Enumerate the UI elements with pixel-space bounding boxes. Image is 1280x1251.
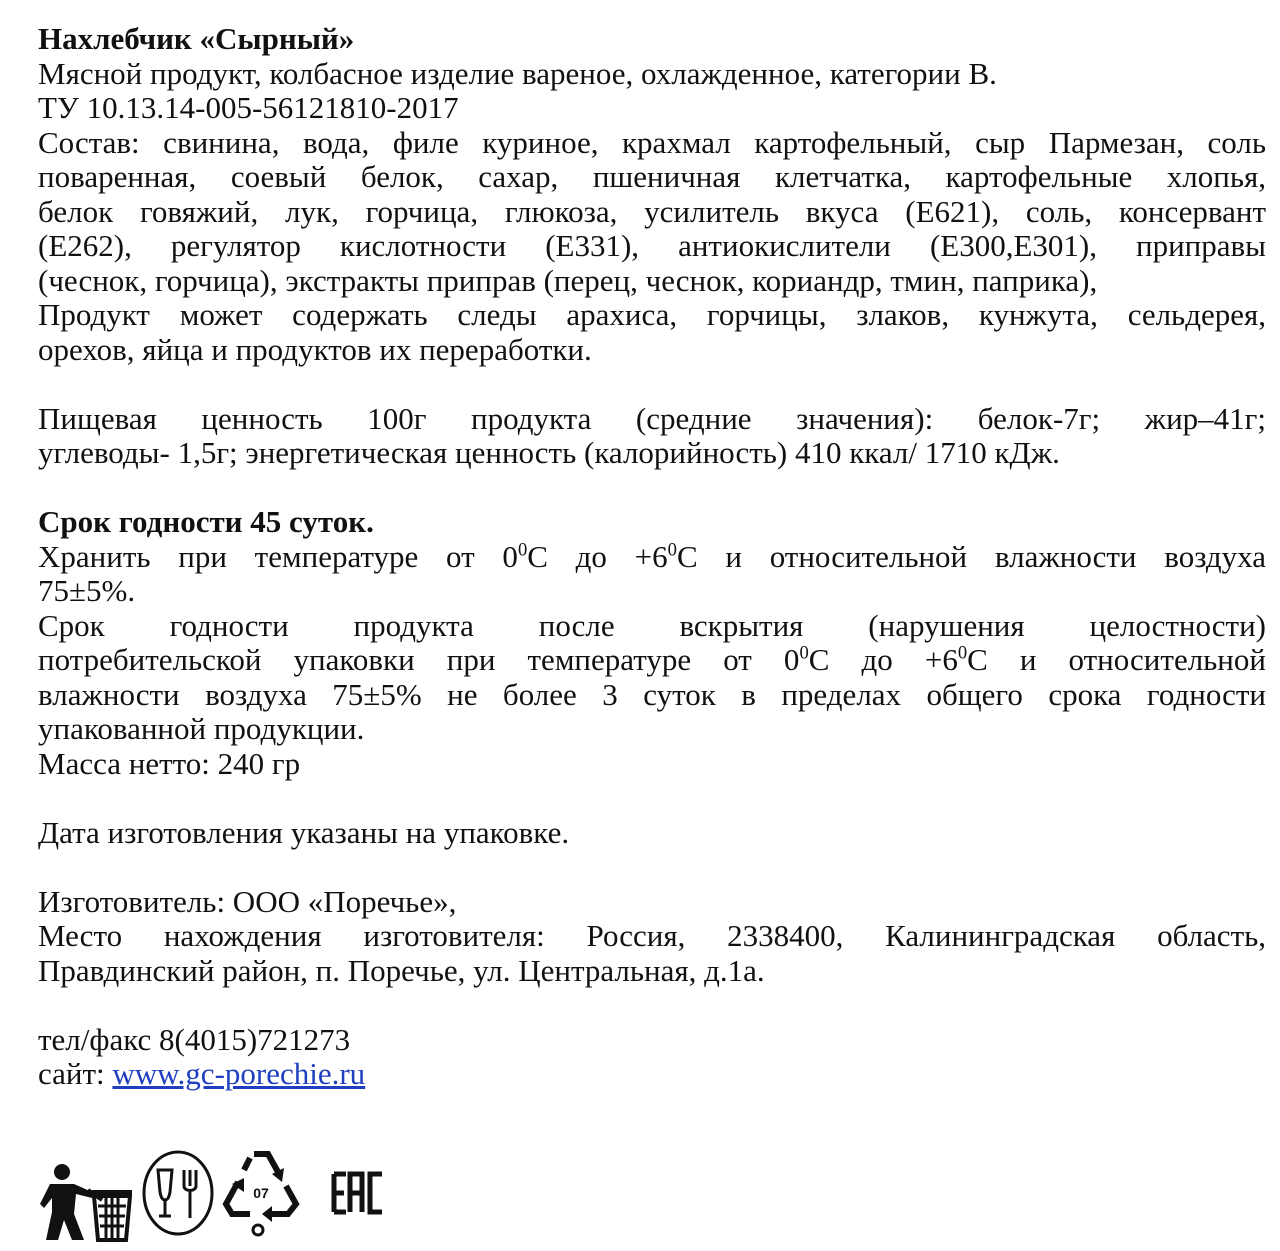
food-safe-icon: [140, 1148, 216, 1238]
manufacturer-block: [38, 885, 1266, 989]
recycling-icon: [222, 1148, 300, 1238]
after-opening-line: Срок годности продукта после вскрытия (нарушения целостности): [38, 607, 1266, 643]
phone-fax: тел/факс 8(4015)721273: [38, 1021, 351, 1057]
website-line: [38, 1057, 1266, 1092]
composition-line: (чеснок, горчица), экстракты приправ (перец, чеснок, кориандр, тмин, паприка),: [38, 262, 1098, 298]
storage-block: [38, 505, 1266, 781]
composition-block: [38, 126, 1266, 368]
after-opening-line: упакованной продукции.: [38, 711, 365, 746]
storage-humidity: 75±5%.: [38, 573, 136, 608]
composition-line: Состав: свинина, вода, филе куриное, крахмал картофельный, сыр Пармезан, соль: [38, 124, 1266, 160]
nutrition-block: [38, 402, 1266, 471]
composition-line: Продукт может содержать следы арахиса, горчицы, злаков, кунжута, сельдерея,: [38, 297, 1266, 332]
product-label: [38, 22, 1266, 1092]
nutrition-line: углеводы- 1,5г; энергетическая ценность (калорийность) 410 ккал/ 1710 кДж.: [38, 435, 1060, 470]
product-tu: ТУ 10.13.14-005-56121810-2017: [38, 90, 459, 125]
product-subtitle: Мясной продукт, колбасное изделие вареное, охлажденное, категории В.: [38, 55, 997, 91]
composition-line: орехов, яйца и продуктов их переработки.: [38, 331, 592, 367]
contacts-block: [38, 1023, 1266, 1092]
recycling-code: 07: [253, 1185, 269, 1201]
shelf-life-heading: Срок годности 45 суток.: [38, 504, 374, 539]
after-opening-line: потребительской упаковки при температуре от $0^0С$ до $+6^0С$ и относительной: [38, 642, 1266, 677]
product-title: Нахлебчик «Сырный»: [38, 21, 355, 56]
tidyman-icon: [40, 1162, 132, 1242]
after-opening-line: влажности воздуха 75±5% не более 3 суток в пределах общего срока годности: [38, 676, 1266, 712]
composition-line: белок говяжий, лук, горчица, глюкоза, усилитель вкуса (Е621), соль, консервант: [38, 193, 1266, 229]
eac-icon: [330, 1170, 386, 1216]
website-label: сайт:: [38, 1056, 113, 1091]
website-link[interactable]: www.gc-porechie.ru: [112, 1056, 366, 1091]
net-mass: Масса нетто: 240 гр: [38, 745, 301, 781]
manufacturer-location: Место нахождения изготовителя: Россия, 2338400, Калининградская область,: [38, 918, 1266, 953]
composition-line: (Е262), регулятор кислотности (Е331), антиокислители (Е300,Е301), приправы: [38, 228, 1266, 263]
storage-conditions-line: Хранить при температуре от $0^0С$ до $+6^0С$ и относительной влажности воздуха: [38, 538, 1266, 574]
manufacturer-location: Правдинский район, п. Поречье, ул. Центральная, д.1а.: [38, 952, 765, 988]
package-icons: [40, 1148, 400, 1238]
production-date-note: Дата изготовления указаны на упаковке.: [38, 814, 570, 850]
composition-line: поваренная, соевый белок, сахар, пшеничная клетчатка, картофельные хлопья,: [38, 159, 1266, 194]
nutrition-line: Пищевая ценность 100г продукта (средние значения): белок-7г; жир–41г;: [38, 400, 1266, 436]
manufacturer-name: Изготовитель: ООО «Поречье»,: [38, 883, 457, 919]
